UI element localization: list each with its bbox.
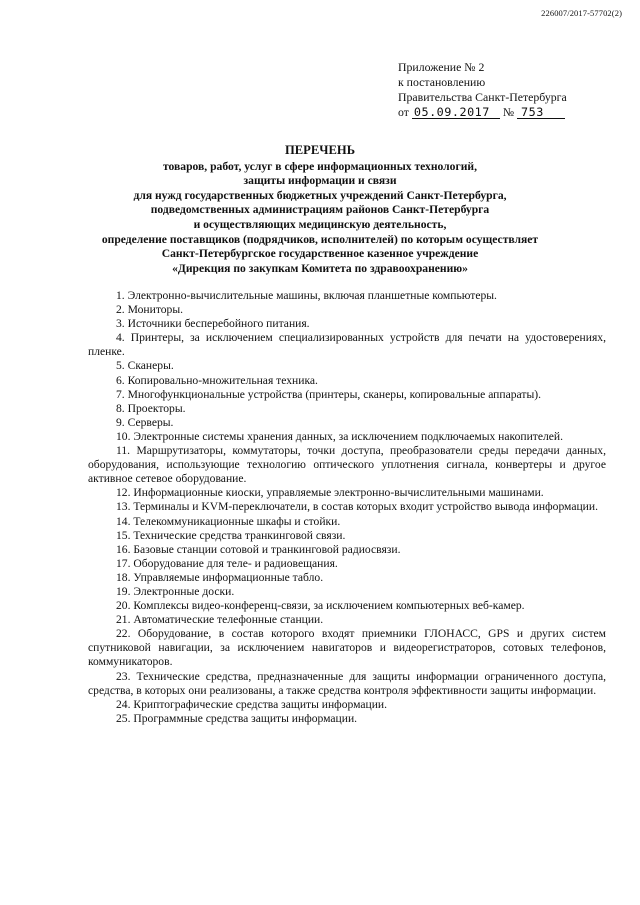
title-line: Санкт-Петербургское государственное казенное учреждение (161, 247, 479, 261)
list-item: 3. Источники бесперебойного питания. (116, 317, 310, 331)
appendix-line-1: Приложение № 2 (398, 60, 485, 74)
document-title (60, 143, 580, 276)
list-item: 16. Базовые станции сотовой и транкинговой радиосвязи. (116, 542, 401, 556)
list-item: 21. Автоматические телефонные станции. (116, 613, 324, 627)
title-line: определение поставщиков (подрядчиков, исполнителей) по которым осуществляет (101, 232, 539, 246)
appendix-line-3: Правительства Санкт-Петербурга (398, 90, 567, 104)
list-item: 19. Электронные доски. (116, 584, 235, 598)
list-item: 8. Проекторы. (116, 401, 186, 415)
appendix-date-row (398, 105, 628, 120)
list-item: 15. Технические средства транкинговой связи. (116, 528, 346, 542)
list-item: 2. Мониторы. (116, 303, 184, 317)
list-item: 11. Маршрутизаторы, коммутаторы, точки доступа, преобразователи среды передачи данных, оборудования, использующие технологию оптического уплотнения сигнала, конвертеры и другое активное сетевое оборудование. (88, 444, 606, 486)
number-label: № (502, 105, 515, 119)
list-item: 23. Технические средства, предназначенные для защиты информации ограниченного доступа, средства, в которых они реализованы, а также средства контроля эффективности защиты информации. (88, 669, 606, 697)
list-item: 13. Терминалы и KVM-переключатели, в состав которых входит устройство вывода информации. (116, 500, 598, 514)
title-line: товаров, работ, услуг в сфере информационных технологий, (162, 159, 478, 173)
from-label: от (398, 105, 409, 119)
list-item: 7. Многофункциональные устройства (принтеры, сканеры, копировальные аппараты). (116, 387, 541, 401)
list-item: 20. Комплексы видео-конференц-связи, за исключением компьютерных веб-камер. (116, 599, 525, 613)
list-item: 14. Телекоммуникационные шкафы и стойки. (116, 514, 341, 528)
list-item: 24. Криптографические средства защиты информации. (116, 697, 388, 711)
list-item: 17. Оборудование для теле- и радиовещания. (116, 556, 338, 570)
item-list (88, 289, 606, 726)
list-item: 9. Серверы. (116, 415, 174, 429)
title-main: ПЕРЕЧЕНЬ (284, 143, 356, 157)
list-item: 4. Принтеры, за исключением специализированных устройств для печати на удостоверениях, пленке. (88, 331, 606, 359)
resolution-number: 753 (517, 106, 565, 119)
list-item: 10. Электронные системы хранения данных, за исключением подключаемых накопителей. (116, 429, 564, 443)
title-line: и осуществляющих медицинскую деятельность, (193, 217, 447, 231)
document-number: 226007/2017-57702(2) (541, 8, 622, 18)
list-item: 5. Сканеры. (116, 359, 174, 373)
resolution-date: 05.09.2017 (412, 106, 500, 119)
title-line: защиты информации и связи (243, 174, 397, 188)
title-line: подведомственных администрациям районов Санкт-Петербурга (150, 203, 490, 217)
title-line: для нужд государственных бюджетных учреждений Санкт-Петербурга, (133, 188, 507, 202)
list-item: 12. Информационные киоски, управляемые электронно-вычислительными машинами. (116, 486, 544, 500)
appendix-line-2: к постановлению (398, 75, 486, 89)
appendix-header (398, 60, 628, 120)
list-item: 25. Программные средства защиты информации. (116, 711, 358, 725)
title-line: «Дирекция по закупкам Комитета по здравоохранению» (172, 261, 468, 275)
list-item: 18. Управляемые информационные табло. (116, 570, 324, 584)
list-item: 6. Копировально-множительная техника. (116, 373, 318, 387)
list-item: 1. Электронно-вычислительные машины, включая планшетные компьютеры. (116, 289, 497, 302)
list-item: 22. Оборудование, в состав которого входят приемники ГЛОНАСС, GPS и других систем спутниковой навигации, за исключением навигаторов и видеорегистраторов, сотовых телефонов, коммуникаторов. (88, 627, 606, 669)
